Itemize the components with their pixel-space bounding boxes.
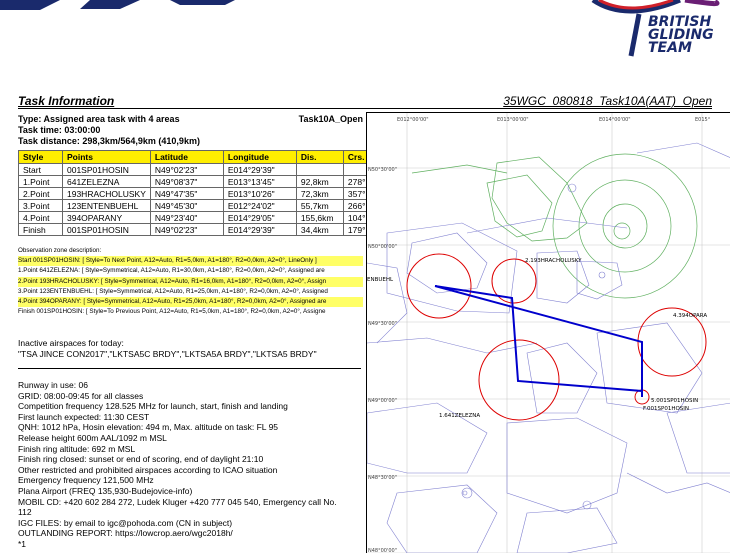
table-row [19,212,373,224]
oz-line-point-2: 2.Point 193HRACHOLUSKY: [ Style=Symmetrical, A12=Auto, R1=16,0km, A1=180°, R2=0,0km, A2=0°, Assign [18,277,363,287]
table-cell: N49°23'40" [150,212,223,224]
table-cell: 3.Point [19,200,63,212]
note-line: GRID: 08:00-09:45 for all classes [18,390,144,401]
table-cell: 357° [343,188,372,200]
oz-line-point-4: 4.Point 394OPARANY: [ Style=Symmetrical, A12=Auto, R1=25,0km, A1=180°, R2=0,0km, A2=0°, Assigned are [18,297,363,307]
map-label-point-3: ENBUEHL [367,277,394,283]
table-cell: 1.Point [19,176,63,188]
lat-label: N48°00'00" [368,548,398,553]
task-map-canvas [367,113,730,553]
observation-zones [407,254,706,420]
column-header-longitude: Longitude [223,151,296,164]
table-cell: 001SP01HOSIN [63,224,151,236]
table-cell: Start [19,164,63,176]
graticule [367,113,730,553]
table-cell: 4.Point [19,212,63,224]
turnpoint-table [18,150,373,236]
observation-zone-description [18,246,363,317]
table-cell: 2.Point [19,188,63,200]
lat-label: N50°30'00" [368,167,398,173]
table-cell [296,164,343,176]
table-cell: 123ENTENBUEHL [63,200,151,212]
section-title: Task Information [18,94,115,108]
table-cell: 55,7km [296,200,343,212]
note-line: MOBIL CD: +420 602 284 272, Ludek Kluger +420 777 045 540, Emergency call No. [18,496,337,507]
task-information-header [18,95,712,109]
lon-label: E012°00'00" [397,117,429,123]
oz-line-start: Start 001SP01HOSIN: [ Style=To Next Point, A12=Auto, R1=5,0km, A1=180°, R2=0,0km, A2=0°, LineOnly ] [18,256,363,266]
note-line: Finish ring altitude: 692 m MSL [18,443,136,454]
table-cell: N49°02'23" [150,224,223,236]
note-line: 112 [18,507,32,518]
column-header-style: Style [19,151,63,164]
table-cell: 104° [343,212,372,224]
note-line: Other restricted and prohibited airspaces according to ICAO situation [18,464,278,475]
map-label-point-4: 4.394OPARA [673,313,708,319]
task-type: Type: Assigned area task with 4 areas [18,114,180,124]
column-header-course: Crs. [343,151,372,164]
oz-line-point-3: 3.Point 123ENTENBUEHL: [ Style=Symmetrical, A12=Auto, R1=25,0km, A1=180°, R2=0,0km, A2=0°, Assigned [18,287,328,295]
task-time: Task time: 03:00:00 [18,125,101,135]
map-label-finish: F.001SP01HOSIN [643,406,690,412]
note-line: Emergency frequency 121,500 MHz [18,475,154,486]
lat-label: N49°30'00" [368,321,398,327]
table-cell: Finish [19,224,63,236]
note-line: Competition frequency 128.525 MHz for launch, start, finish and landing [18,401,288,412]
note-line: OUTLANDING REPORT: https://lowcrop.aero/wgc2018h/ [18,528,233,539]
table-cell: N49°02'23" [150,164,223,176]
map-label-point-2: 2.193HRACHOLUSKY [525,258,582,264]
oz-line-point-1: 1.Point 641ZELEZNA: [ Style=Symmetrical, A12=Auto, R1=30,0km, A1=180°, R2=0,0km, A2=0°, Assigned are [18,267,325,275]
controlled-airspace-outline [412,154,697,298]
airspace-outlines [367,143,730,553]
divider [18,368,361,369]
table-cell: E014°29'39" [223,164,296,176]
task-summary [18,114,363,147]
table-cell: N49°45'30" [150,200,223,212]
table-row [19,164,373,176]
table-cell: E014°29'39" [223,224,296,236]
column-header-points: Points [63,151,151,164]
task-distance: Task distance: 298,3km/564,9km (410,9km) [18,136,200,146]
map-label-point-1: 1.641ZELEZNA [439,413,481,419]
table-cell: 001SP01HOSIN [63,164,151,176]
lat-label: N50°00'00" [368,244,398,250]
table-cell: 34,4km [296,224,343,236]
table-row [19,188,373,200]
note-line: IGC FILES: by email to igc@pohoda.com (CN in subject) [18,517,233,528]
task-map[interactable] [366,112,730,553]
note-line: Plana Airport (FREQ 135,930-Budejovice-info) [18,485,193,496]
lon-label: E014°00'00" [599,117,631,123]
note-line: Finish ring closed: sunset or end of scoring, end of daylight 21:10 [18,454,264,465]
task-name: Task10A_Open [298,114,363,124]
table-cell: 394OPARANY [63,212,151,224]
task-file-title: 35WGC_080818_Task10A(AAT)_Open [503,94,712,108]
lon-label: E013°00'00" [497,117,529,123]
note-line: First launch expected: 11:30 CEST [18,411,150,422]
table-cell: E013°13'45" [223,176,296,188]
lat-label: N49°00'00" [368,398,398,404]
inactive-airspaces-list: "TSA JINCE CON2017","LKTSA5C BRDY","LKTSA5A BRDY","LKTSA5 BRDY" [18,349,317,359]
table-row [19,176,373,188]
lat-label: N48°30'00" [368,475,398,481]
table-cell: 179° [343,224,372,236]
table-cell: 72,3km [296,188,343,200]
table-cell: 155,6km [296,212,343,224]
briefing-notes [18,380,363,550]
table-header-row [19,151,373,164]
note-line: Runway in use: 06 [18,380,88,390]
table-cell: E012°24'02" [223,200,296,212]
table-cell: 641ZELEZNA [63,176,151,188]
inactive-airspaces [18,338,317,360]
british-gliding-team-wordmark: BRITISH GLIDING TEAM [648,14,714,56]
table-cell: N49°47'35" [150,188,223,200]
table-cell: 266° [343,200,372,212]
table-cell: 278° [343,176,372,188]
inactive-airspaces-title: Inactive airspaces for today: [18,338,124,348]
table-cell: N49°08'37" [150,176,223,188]
header-swoosh-graphic [0,0,240,14]
oz-line-finish: Finish 001SP01HOSIN: [ Style=To Previous Point, A12=Auto, R1=5,0km, A1=180°, R2=0,0km, A2=0°, Assigne [18,308,326,316]
column-header-distance: Dis. [296,151,343,164]
map-label-start: 5.001SP01HOSIN [651,398,699,404]
table-cell: E013°10'26" [223,188,296,200]
zone-point-1 [479,340,559,420]
table-cell: E014°29'05" [223,212,296,224]
note-line: *1 [18,538,27,549]
oz-title: Observation zone description: [18,247,102,254]
table-cell: 92,8km [296,176,343,188]
lon-label: E015° [695,117,711,123]
column-header-latitude: Latitude [150,151,223,164]
table-cell: 193HRACHOLUSKY [63,188,151,200]
note-line: QNH: 1012 hPa, Hosin elevation: 494 m, Max. altitude on task: FL 95 [18,422,279,433]
note-line: Release height 600m AAL/1092 m MSL [18,432,167,443]
table-row [19,224,373,236]
table-row [19,200,373,212]
